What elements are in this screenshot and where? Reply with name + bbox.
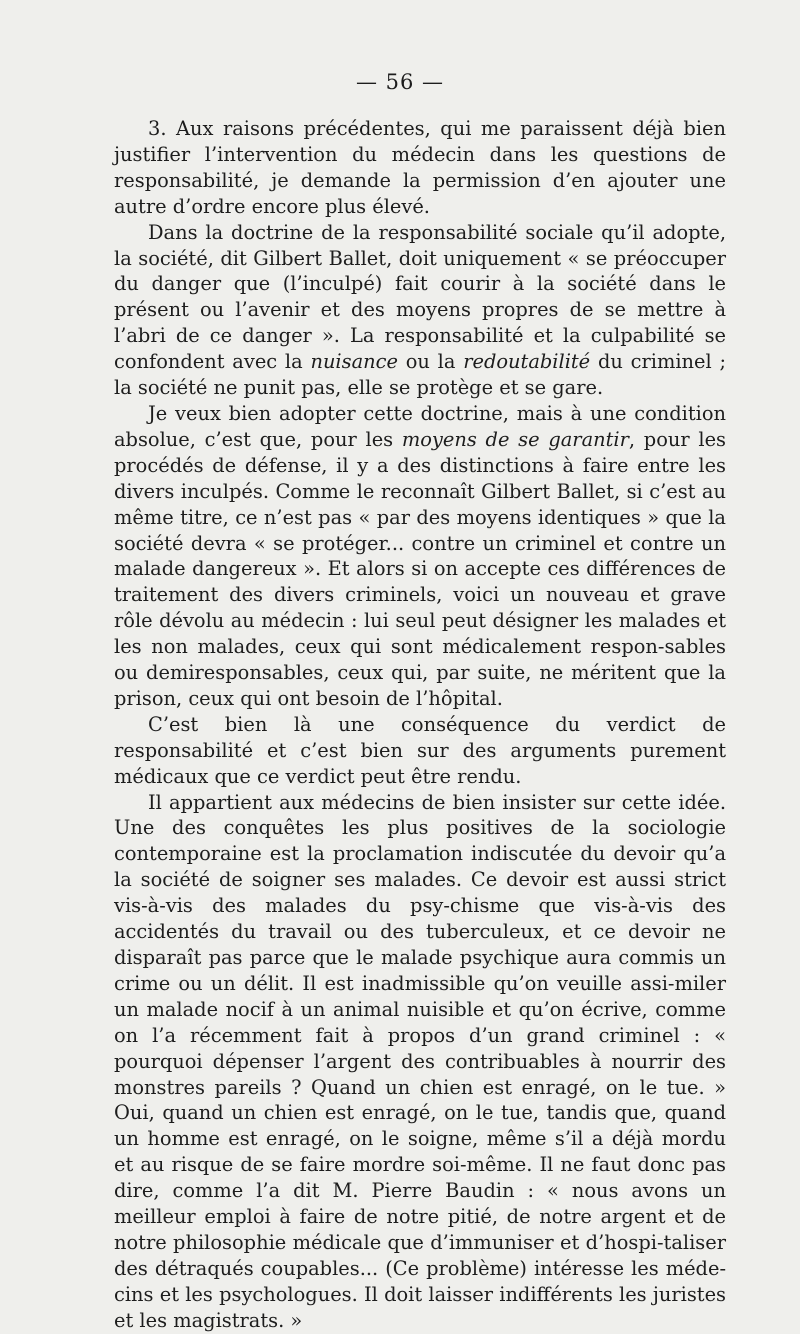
text-run: C’est bien là une conséquence du verdict de responsabilité et c’est bien sur des arguments purement médicaux que ce verdict peut être rendu. (114, 712, 726, 788)
italic-term-nuisance: nuisance (310, 350, 398, 374)
text-run: du criminel ; la société ne punit pas, elle se protège et se gare. (114, 350, 726, 400)
italic-term-redoutabilite: redoutabilité (463, 350, 591, 374)
paragraph-1 (114, 116, 726, 220)
body-text (114, 116, 726, 1334)
text-run: Dans la doctrine de la responsabilité sociale qu’il adopte, la société, dit Gilbert Ballet, doit uniquement « se préoccuper du danger que (l’inculpé) fait courir à la société dans le présent ou l’avenir et des moyens propres de se mettre à l’abri de ce danger ». La responsabilité et la culpabilité se confondent avec la (114, 220, 726, 374)
text-run: Je veux bien adopter cette doctrine, mais à une condition absolue, c’est que, pour les (114, 401, 726, 451)
italic-term-moyens-de-se-garantir: moyens de se garantir (401, 427, 629, 451)
text-run: , pour les procédés de défense, il y a des distinctions à faire entre les divers inculpés. Comme le reconnaît Gilbert Ballet, si c’est au même titre, ce n’est pas « par des moyens identiques » que la société devra « se protéger... contre un criminel et contre un malade dangereux ». Et alors si on accepte ces différences de traitement des divers criminels, voici un nouveau et grave rôle dévolu au médecin : lui seul peut désigner les malades et les non malades, ceux qui sont médicalement respon-sables ou demiresponsables, ceux qui, par suite, ne méritent que la prison, ceux qui ont besoin de l’hôpital. (114, 427, 726, 710)
paragraph-4 (114, 712, 726, 790)
paragraph-5 (114, 790, 726, 1334)
text-run: ou la (397, 350, 464, 374)
paragraph-2 (114, 220, 726, 401)
paragraph-3 (114, 401, 726, 712)
page-number: — 56 — (355, 70, 445, 94)
text-run: 3. Aux raisons précédentes, qui me paraissent déjà bien justifier l’intervention du médecin dans les questions de responsabilité, je demande la permission d’en ajouter une autre d’ordre encore plus élevé. (114, 117, 726, 218)
text-run: Il appartient aux médecins de bien insister sur cette idée. Une des conquêtes les plus positives de la sociologie contemporaine est la proclamation indiscutée du devoir qu’a la société de soigner ses malades. Ce devoir est aussi strict vis-à-vis des malades du psy-chisme que vis-à-vis des accidentés du travail ou des tuberculeux, et ce devoir ne disparaît pas parce que le malade psychique aura commis un crime ou un délit. Il est inadmissible qu’on veuille assi-miler un malade nocif à un animal nuisible et qu’on écrive, comme on l’a récemment fait à propos d’un grand criminel : « pourquoi dépenser l’argent des contribuables à nourrir des monstres pareils ? Quand un chien est enragé, on le tue. » Oui, quand un chien est enragé, on le tue, tandis que, quand un homme est enragé, on le soigne, même s’il a déjà mordu et au risque de se faire mordre soi-même. Il ne faut donc pas dire, comme l’a dit M. Pierre Baudin : « nous avons un meilleur emploi à faire de notre pitié, de notre argent et de notre philosophie médicale que d’immuniser et d’hospi-taliser des détraqués coupables... (Ce problème) intéresse les méde-cins et les psychologues. Il doit laisser indifférents les juristes et les magistrats. » (114, 790, 726, 1332)
